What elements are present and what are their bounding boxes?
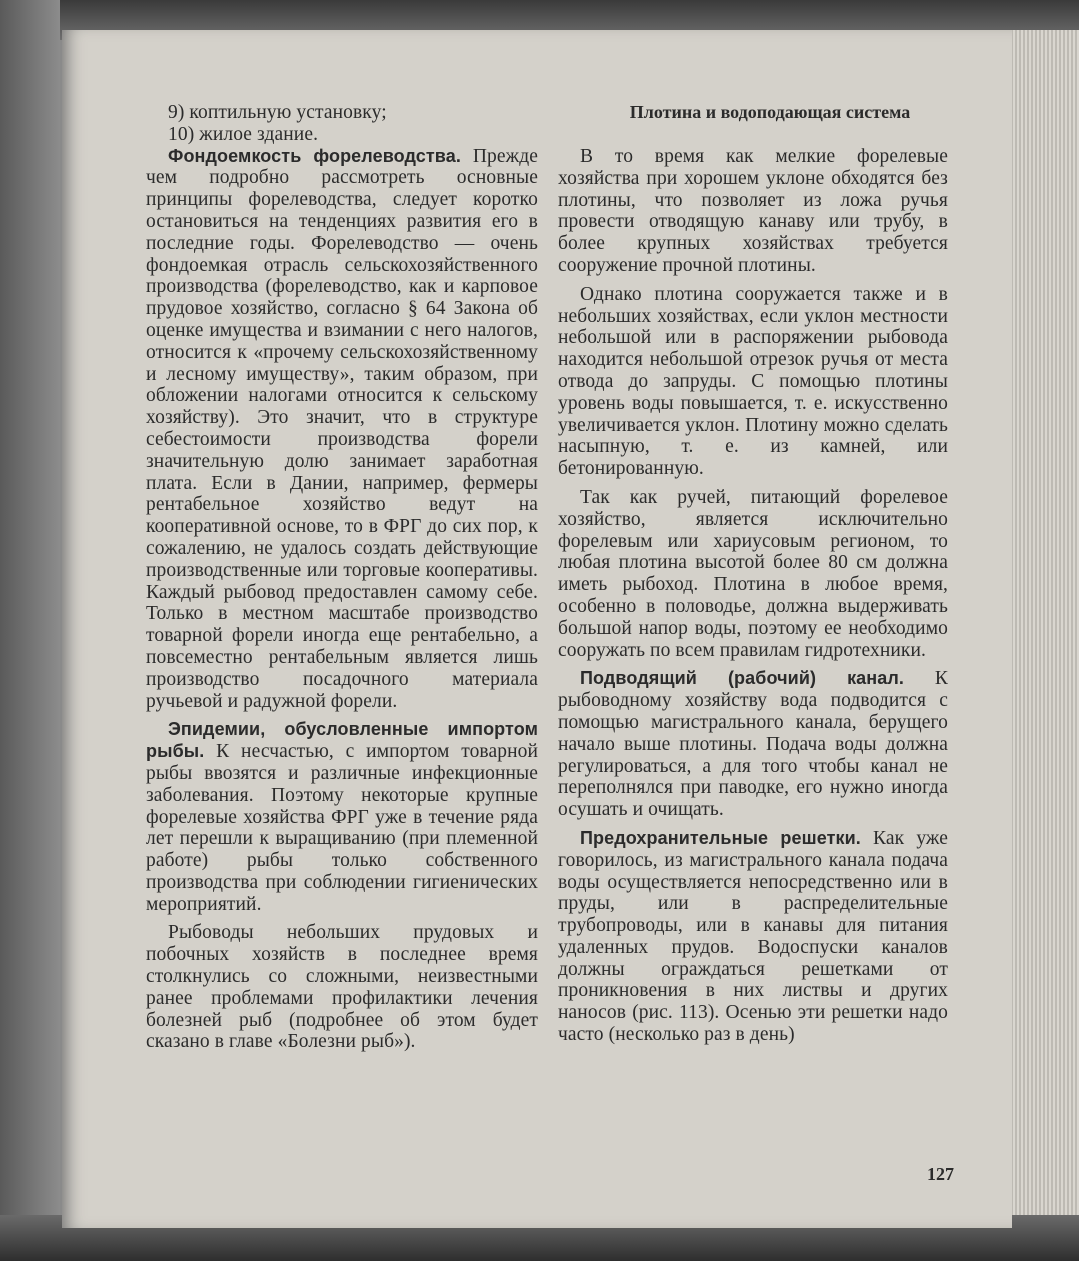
- left-column: [146, 102, 538, 1053]
- paragraph-dam-intro: В то время как мелкие форелевые хозяйства при хорошем уклоне обходятся без плотины, что позволяет из ложа ручья провести отводящую канаву или трубу, в более крупных хозяйствах требуется сооружение прочной плотины.: [558, 146, 948, 276]
- page-number: 127: [927, 1164, 954, 1184]
- page-stack-edge: [1005, 30, 1079, 1240]
- paragraph-small-farms: Рыбоводы небольших прудовых и побочных хозяйств в последнее время столкнулись со сложными, неизвестными ранее проблемами профилактики лечения болезней рыб (подробнее об этом будет сказано в главе «Болезни рыб»).: [146, 922, 538, 1053]
- paragraph-text: Прежде чем подробно рассмотреть основные принципы форелеводства, следует коротко остановиться на тенденциях развития его в последние годы. Форелеводство — очень фондоемкая отрасль сельскохозяйственного производства (форелеводство, как и карповое прудовое хозяйство, согласно § 64 Закона об оценке имущества и взимании с него налогов, относится к «прочему сельскохозяйственному и лесному имуществу», таким образом, при обложении налогами относится к сельскому хозяйству). Это значит, что в структуре себестоимости производства форели значительную долю занимает заработная плата. Если в Дании, например, фермеры рентабельное хозяйство ведут на кооперативной основе, то в ФРГ до сих пор, к сожалению, не удалось создать действующие производственные или торговые кооперативы. Каждый рыбовод предоставлен самому себе. Только в местном масштабе производство товарной форели иногда еще рентабельно, а повсеместно рентабельным является лишь производство посадочного материала ручьевой и радужной форели.: [146, 145, 538, 712]
- paragraph-fund-intensity: [146, 146, 538, 713]
- paragraph-epidemics: [146, 719, 538, 915]
- paragraph-heading: Фондоемкость форелеводства.: [168, 145, 461, 166]
- paragraph-dam-small: Однако плотина сооружается также и в небольших хозяйствах, если уклон местности небольшой или в распоряжении рыбовода находится небольшой отрезок ручья от места отвода до запруды. С помощью плотины уровень воды повышается, т. е. искусственно увеличивается уклон. Плотину можно сделать насыпную, т. е. из камней, или бетонированную.: [558, 283, 948, 480]
- paragraph-text: К несчастью, с импортом товарной рыбы ввозятся и различные инфекционные заболевания. Поэтому некоторые крупные форелевые хозяйства ФРГ уже в течение ряда лет перешли к выращиванию (при племенной работе) рыбы только собственного производства при соблюдении гигиенических мероприятий.: [146, 741, 538, 915]
- paragraph-supply-canal: [558, 668, 948, 821]
- paragraph-safety-grates: [558, 828, 948, 1046]
- list-item-10: 10) жилое здание.: [168, 123, 319, 145]
- paragraph-heading: Предохранительные решетки.: [580, 827, 861, 848]
- paragraph-heading: Эпидемии, обусловленные импортом рыбы.: [146, 719, 538, 762]
- right-column: [558, 146, 948, 1046]
- paragraph-text: Как уже говорилось, из магистрального канала подача воды осуществляется непосредственно или в пруды, или в распределительные трубопроводы, или в канавы для питания удаленных прудов. Водоспуски каналов должны ограждаться решетками от проникновения в них листвы и других наносов (рис. 113). Осенью эти решетки надо часто (несколько раз в день): [558, 827, 948, 1046]
- book-cover-edge-left: [0, 0, 60, 1261]
- running-header: Плотина и водоподающая система: [629, 102, 911, 122]
- paragraph-text: К рыбоводному хозяйству вода подводится с помощью магистрального канала, берущего начало выше плотины. Подача воды должна регулироваться, а для того чтобы канал не переполнялся при паводке, его нужно иногда осушать и очищать.: [558, 668, 948, 821]
- book-page: [62, 30, 1012, 1228]
- list-item-9: 9) коптильную установку;: [168, 102, 387, 123]
- paragraph-fish-pass: Так как ручей, питающий форелевое хозяйство, является исключительно форелевым или хариусовым регионом, то любая плотина высотой более 80 см должна иметь рыбоход. Плотина в любое время, особенно в половодье, должна выдерживать большой напор воды, поэтому ее необходимо сооружать по всем правилам гидротехники.: [558, 486, 948, 661]
- paragraph-heading: Подводящий (рабочий) канал.: [580, 668, 905, 689]
